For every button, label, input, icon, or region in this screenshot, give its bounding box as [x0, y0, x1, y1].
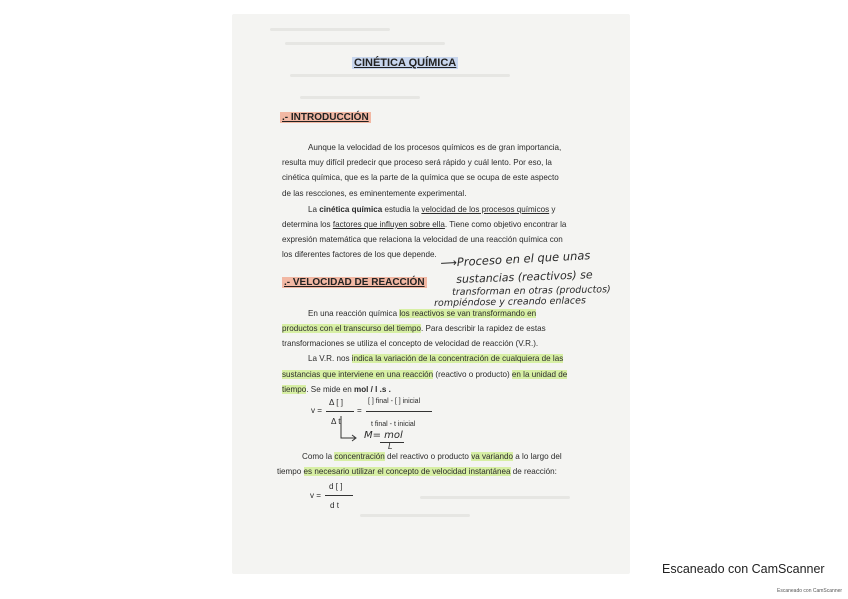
- formula2-denominator: d t: [330, 501, 339, 510]
- vel-p1-line-1: En una reacción química los reactivos se van transformando en: [308, 309, 537, 318]
- vel-p1-line-3: transformaciones se utiliza el concepto de velocidad de reacción (V.R.).: [282, 339, 539, 348]
- bleed-mark: [285, 42, 445, 45]
- formula1-v: v =: [311, 406, 323, 415]
- scanner-watermark: Escaneado con CamScanner: [662, 562, 825, 576]
- formula1-fraction-bar: [326, 411, 354, 412]
- handwritten-note-line-1: ⟶Proceso en el que unas: [440, 248, 591, 270]
- formula1-denominator: Δ t: [331, 417, 341, 426]
- intro-p2-line-2: determina los factores que influyen sobre ella. Tiene como objetivo encontrar la: [282, 220, 567, 229]
- bleed-mark: [420, 496, 570, 499]
- formula2-numerator: d [ ]: [329, 482, 343, 491]
- scanner-watermark-small: Escaneado con CamScanner: [777, 588, 843, 594]
- intro-line-3: cinética química, que es la parte de la química que se ocupa de este aspecto: [282, 173, 559, 182]
- intro-p2-line-3: expresión matemática que relaciona la velocidad de una reacción química con: [282, 235, 563, 244]
- intro-heading: .- INTRODUCCIÓN: [282, 112, 369, 123]
- formula2-v: v =: [310, 491, 322, 500]
- formula2-fraction-bar: [325, 495, 353, 496]
- handwritten-molarity: M= mol: [364, 430, 403, 441]
- bleed-mark: [360, 514, 470, 517]
- handwritten-note-line-4: rompiéndose y creando enlaces: [434, 295, 587, 309]
- formula1-fraction-bar-2: [366, 411, 432, 412]
- bleed-mark: [290, 74, 510, 77]
- vel-p3-line-1: Como la concentración del reactivo o producto va variando a lo largo del: [302, 452, 562, 461]
- vel-p2-line-3: tiempo. Se mide en mol / l .s .: [282, 385, 391, 394]
- intro-p2-line-4: los diferentes factores de los que depende.: [282, 250, 437, 259]
- vel-p1-line-2: productos con el transcurso del tiempo. Para describir la rapidez de estas: [282, 324, 546, 333]
- handwritten-molarity-den: L: [388, 442, 393, 451]
- formula1-numerator-2: [ ] final - [ ] inicial: [368, 398, 421, 405]
- formula1-equals: =: [357, 406, 362, 415]
- vel-p2-line-2: sustancias que interviene en una reacción (reactivo o producto) en la unidad de: [282, 370, 568, 379]
- velocidad-heading: .- VELOCIDAD DE REACCIÓN: [284, 277, 425, 288]
- handwritten-note-line-2: sustancias (reactivos) se: [456, 268, 593, 286]
- formula1-numerator: Δ [ ]: [329, 398, 343, 407]
- vel-p2-line-1: La V.R. nos indica la variación de la concentración de cualquiera de las: [308, 354, 564, 363]
- bleed-mark: [270, 28, 390, 31]
- intro-p2-line-1: La cinética química estudia la velocidad de los procesos químicos y: [308, 205, 556, 214]
- bleed-mark: [300, 96, 420, 99]
- arrow-icon: ⟶: [440, 255, 458, 270]
- page-title: CINÉTICA QUÍMICA: [354, 57, 457, 69]
- handwritten-note-line-3: transforman en otras (productos): [452, 284, 611, 298]
- handwritten-bracket: [335, 414, 361, 444]
- formula1-denominator-2: t final - t inicial: [371, 421, 416, 428]
- intro-line-1: Aunque la velocidad de los procesos químicos es de gran importancia,: [308, 143, 562, 152]
- intro-line-2: resulta muy difícil predecir que proceso será rápido y cuál lento. Por eso, la: [282, 158, 552, 167]
- vel-p3-line-2: tiempo es necesario utilizar el concepto de velocidad instantánea de reacción:: [277, 467, 557, 476]
- intro-line-4: de las rescciones, es eminentemente experimental.: [282, 189, 467, 198]
